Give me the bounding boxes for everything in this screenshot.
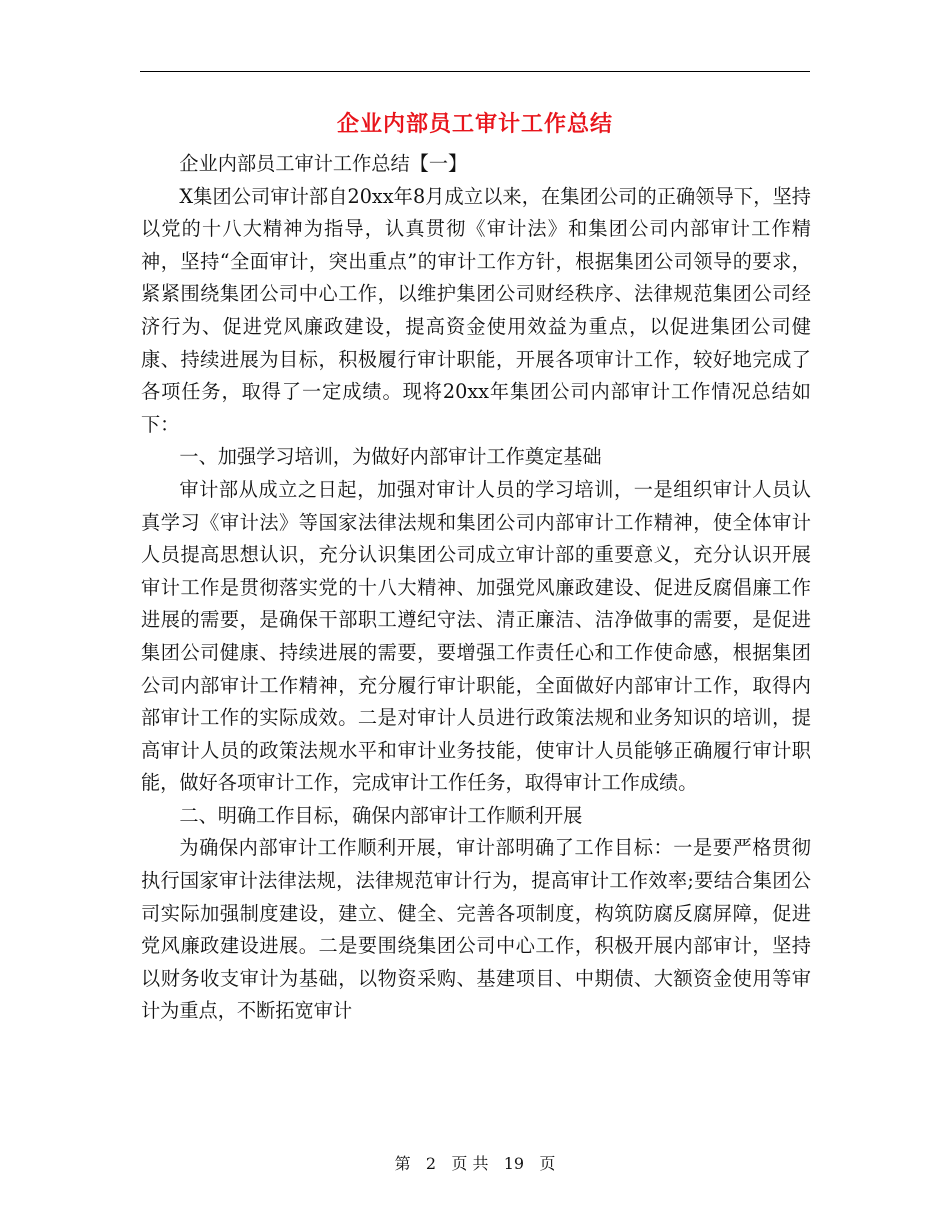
page-footer [0,1152,950,1176]
page-mid: 页 共 [451,1154,489,1173]
section-heading-1: 一、加强学习培训，为做好内部审计工作奠定基础 [179,445,602,469]
page-prefix: 第 [394,1154,411,1173]
page-number: 2 [425,1154,437,1173]
paragraph-intro: X集团公司审计部自20xx年8月成立以来，在集团公司的正确领导下，坚持以党的十八大精神为指导，认真贯彻《审计法》和集团公司内部审计工作精神，坚持“全面审计，突出重点”的审计工作方针，根据集团公司领导的要求，紧紧围绕集团公司中心工作，以维护集团公司财经秩序、法律规范集团公司经济行为、促进党风廉政建设，提高资金使用效益为重点，以促进集团公司健康、持续进展为目标，积极履行审计职能，开展各项审计工作，较好地完成了各项任务，取得了一定成绩。现将20xx年集团公司内部审计工作情况总结如下： [141,184,811,436]
document-body [141,148,811,1028]
paragraph-goals: 为确保内部审计工作顺利开展，审计部明确了工作目标：一是要严格贯彻执行国家审计法律法规，法律规范审计行为，提高审计工作效率;要结合集团公司实际加强制度建设，建立、健全、完善各项制度，构筑防腐反腐屏障，促进党风廉政建设进展。二是要围绕集团公司中心工作，积极开展内部审计，坚持以财务收支审计为基础，以物资采购、基建项目、中期债、大额资金使用等审计为重点，不断拓宽审计 [141,836,811,1023]
page-suffix: 页 [539,1154,556,1173]
paragraph-training: 审计部从成立之日起，加强对审计人员的学习培训，一是组织审计人员认真学习《审计法》等国家法律法规和集团公司内部审计工作精神，使全体审计人员提高思想认识，充分认识集团公司成立审计部的重要意义，充分认识开展审计工作是贯彻落实党的十八大精神、加强党风廉政建设、促进反腐倡廉工作进展的需要，是确保干部职工遵纪守法、清正廉洁、洁净做事的需要，是促进集团公司健康、持续进展的需要，要增强工作责任心和工作使命感，根据集团公司内部审计工作精神，充分履行审计职能，全面做好内部审计工作，取得内部审计工作的实际成效。二是对审计人员进行政策法规和业务知识的培训，提高审计人员的政策法规水平和审计业务技能，使审计人员能够正确履行审计职能，做好各项审计工作，完成审计工作任务，取得审计工作成绩。 [141,477,811,795]
section-heading-2: 二、明确工作目标，确保内部审计工作顺利开展 [179,803,583,827]
document-title: 企业内部员工审计工作总结 [336,111,613,137]
section-subtitle: 企业内部员工审计工作总结【一】 [179,152,468,175]
page-total: 19 [503,1154,525,1173]
header-rule [140,71,810,72]
